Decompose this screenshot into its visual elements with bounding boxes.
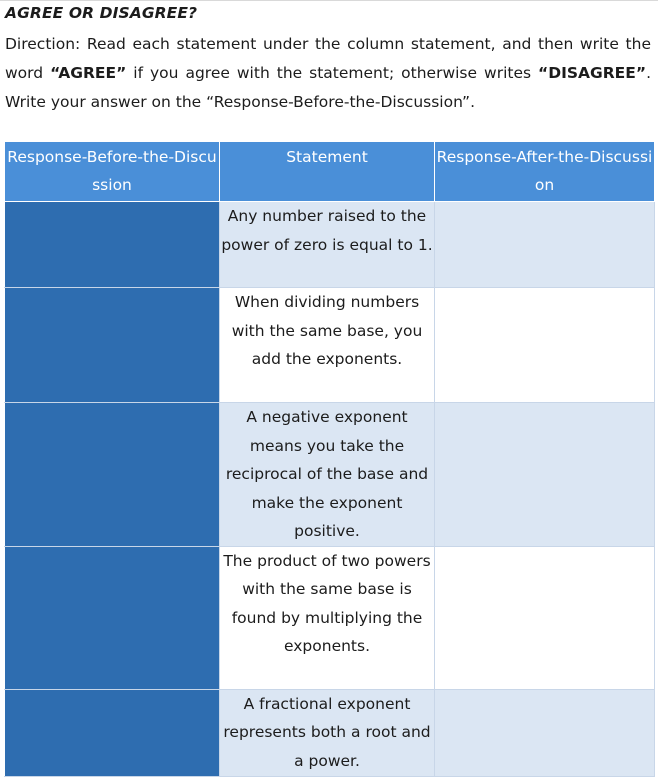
disagree-keyword: “DISAGREE”	[538, 64, 647, 82]
response-after-cell[interactable]	[435, 689, 655, 776]
header-response-before: Response-Before-the-Discussion	[5, 142, 220, 202]
table-row	[5, 403, 655, 547]
response-after-cell[interactable]	[435, 546, 655, 689]
response-after-cell[interactable]	[435, 403, 655, 547]
direction-paragraph	[5, 30, 651, 117]
statement-cell: Any number raised to the power of zero is equal to 1.	[220, 202, 435, 288]
statement-cell: A fractional exponent represents both a root and a power.	[220, 689, 435, 776]
header-response-after: Response-After-the-Discussion	[435, 142, 655, 202]
header-statement: Statement	[220, 142, 435, 202]
response-after-cell[interactable]	[435, 288, 655, 403]
response-before-cell[interactable]	[5, 546, 220, 689]
response-before-cell[interactable]	[5, 689, 220, 776]
agree-disagree-table	[4, 141, 655, 777]
response-after-cell[interactable]	[435, 202, 655, 288]
direction-text-2: if you agree with the statement; otherwise writes	[126, 64, 539, 82]
response-before-cell[interactable]	[5, 202, 220, 288]
table-row	[5, 689, 655, 776]
statement-cell: The product of two powers with the same base is found by multiplying the exponents.	[220, 546, 435, 689]
response-before-cell[interactable]	[5, 403, 220, 547]
table-row	[5, 202, 655, 288]
direction-text-3: . Write your answer on the “Response-Before-the-Discussion”.	[5, 64, 651, 111]
page-title: AGREE OR DISAGREE?	[5, 4, 198, 22]
top-rule	[0, 0, 658, 1]
direction-text-1: Direction: Read each statement under the column statement, and then write the word	[5, 35, 651, 82]
table-row	[5, 546, 655, 689]
statement-cell: When dividing numbers with the same base, you add the exponents.	[220, 288, 435, 403]
response-before-cell[interactable]	[5, 288, 220, 403]
statement-cell: A negative exponent means you take the reciprocal of the base and make the exponent positive.	[220, 403, 435, 547]
table-row	[5, 288, 655, 403]
table-header-row	[5, 142, 655, 202]
agree-keyword: “AGREE”	[50, 64, 127, 82]
